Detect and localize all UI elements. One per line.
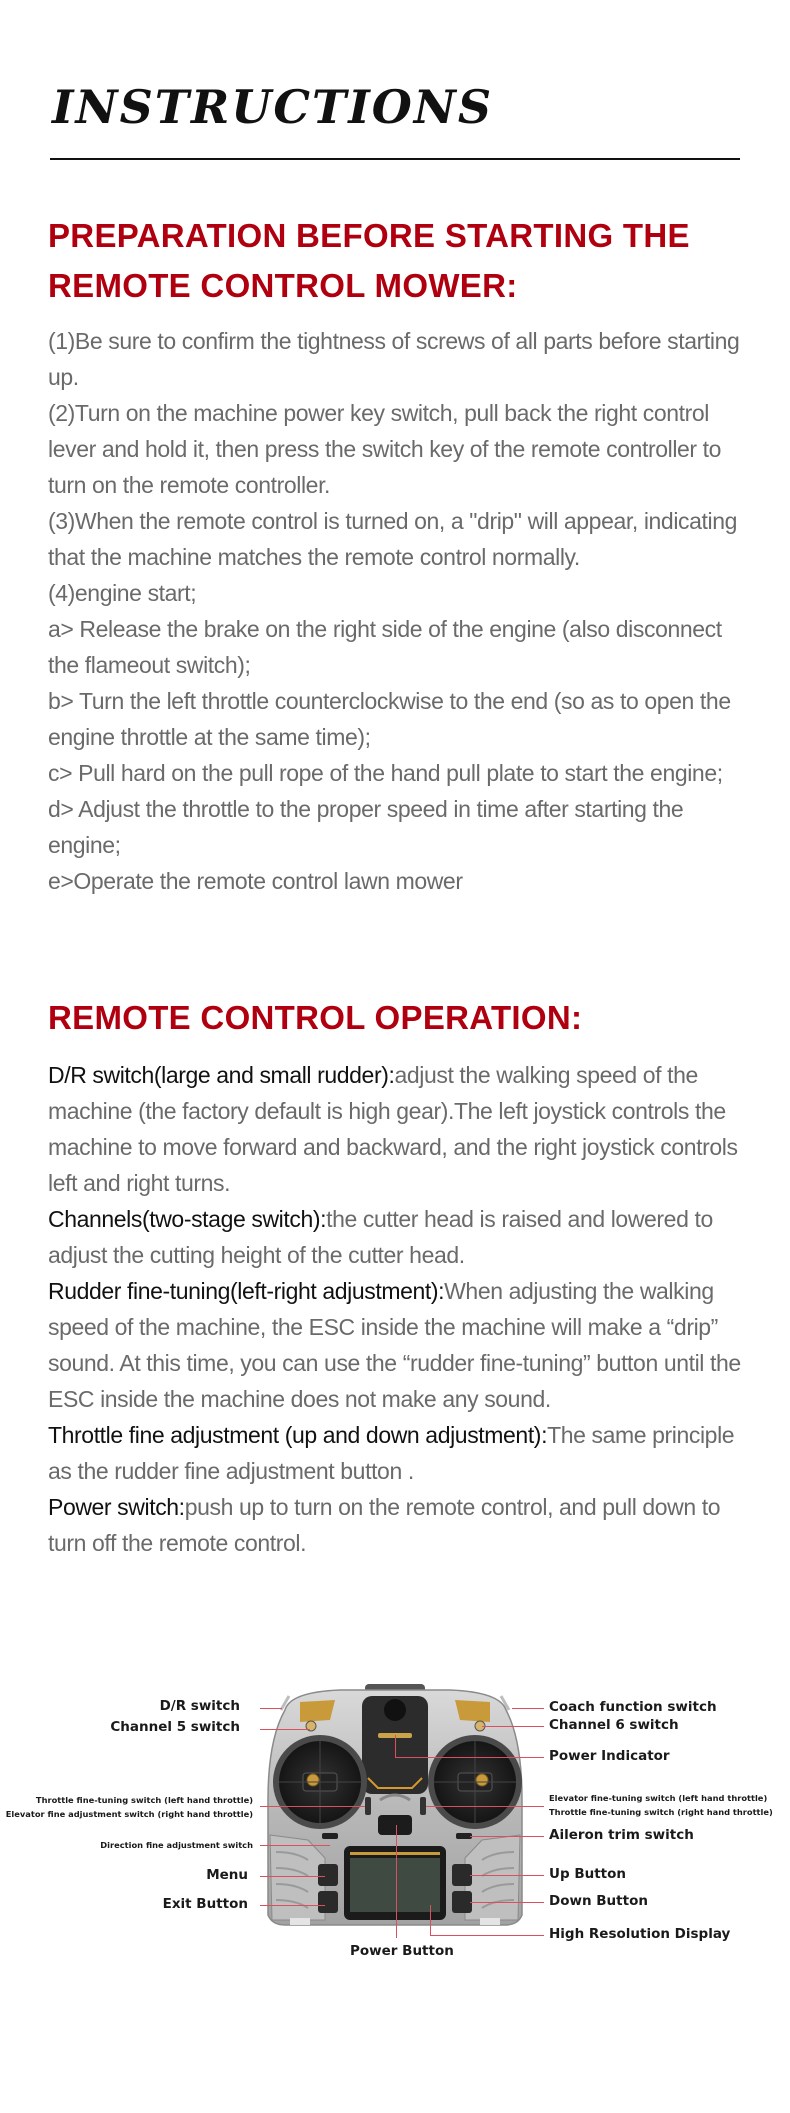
operation-heading: REMOTE CONTROL OPERATION: xyxy=(48,999,583,1036)
item-label: Power switch: xyxy=(48,1494,185,1520)
leader-line xyxy=(470,1902,544,1903)
step-4: (4)engine start; xyxy=(48,580,197,606)
step-4d: d> Adjust the throttle to the proper speed in time after starting the engine; xyxy=(48,796,684,858)
leader-line xyxy=(482,1726,544,1727)
preparation-steps xyxy=(48,323,748,899)
leader-line xyxy=(512,1708,544,1709)
operation-item-dr-switch xyxy=(48,1057,748,1201)
preparation-heading-line2: REMOTE CONTROL MOWER: xyxy=(48,267,518,304)
step-2: (2)Turn on the machine power key switch, pull back the right control lever and hold it, then press the switch key of the remote controller to turn on the remote controller. xyxy=(48,400,722,498)
leader-line xyxy=(426,1806,544,1807)
label-direction-fine-adjust: Direction fine adjustment switch xyxy=(100,1840,253,1850)
label-up-button: Up Button xyxy=(549,1866,627,1882)
operation-list xyxy=(48,1057,748,1561)
label-power-button: Power Button xyxy=(350,1943,454,1959)
label-aileron-trim-switch: Aileron trim switch xyxy=(549,1827,694,1843)
operation-item-throttle-fine xyxy=(48,1417,748,1489)
preparation-heading xyxy=(48,211,690,311)
label-high-resolution-display: High Resolution Display xyxy=(549,1926,731,1942)
remote-controller-diagram xyxy=(0,1660,790,1980)
item-text: push up to turn on the remote control, and pull down to turn off the remote control. xyxy=(48,1494,721,1556)
leader-line xyxy=(430,1905,431,1935)
operation-item-channels xyxy=(48,1201,748,1273)
leader-line xyxy=(260,1806,365,1807)
label-dr-switch: D/R switch xyxy=(159,1698,240,1714)
item-label: Rudder fine-tuning(left-right adjustment): xyxy=(48,1278,445,1304)
leader-line xyxy=(260,1905,325,1906)
leader-line xyxy=(260,1876,325,1877)
preparation-heading-line1: PREPARATION BEFORE STARTING THE xyxy=(48,217,690,254)
item-text: The same principle as the rudder fine adjustment button . xyxy=(48,1422,735,1484)
label-throttle-fine-tuning-right: Throttle fine-tuning switch (right hand throttle) xyxy=(549,1807,773,1817)
operation-item-rudder-fine-tuning xyxy=(48,1273,748,1417)
leader-line xyxy=(260,1708,282,1709)
step-4a: a> Release the brake on the right side of the engine (also disconnect the flameout switch); xyxy=(48,616,722,678)
title-divider xyxy=(50,158,740,160)
item-label: D/R switch(large and small rudder): xyxy=(48,1062,395,1088)
item-text: adjust the walking speed of the machine (the factory default is high gear).The left joystick controls the machine to move forward and backward, and the right joystick controls left and right turns. xyxy=(48,1062,738,1196)
label-exit-button: Exit Button xyxy=(162,1896,248,1912)
label-menu: Menu xyxy=(206,1867,248,1883)
leader-line xyxy=(396,1825,397,1938)
leader-line xyxy=(395,1757,544,1758)
leader-line xyxy=(430,1935,544,1936)
item-text: the cutter head is raised and lowered to adjust the cutting height of the cutter head. xyxy=(48,1206,713,1268)
item-label: Channels(two-stage switch): xyxy=(48,1206,327,1232)
leader-line xyxy=(470,1836,544,1837)
label-down-button: Down Button xyxy=(549,1893,648,1909)
step-3: (3)When the remote control is turned on, a "drip" will appear, indicating that the machine matches the remote control normally. xyxy=(48,508,738,570)
item-text: When adjusting the walking speed of the machine, the ESC inside the machine will make a “drip” sound. At this time, you can use the “rudder fine-tuning” button until the ESC inside the machine does not make any sound. xyxy=(48,1278,741,1412)
label-throttle-fine-tuning-left: Throttle fine-tuning switch (left hand throttle) xyxy=(35,1795,253,1805)
label-elevator-fine-adjust-right: Elevator fine adjustment switch (right hand throttle) xyxy=(5,1809,253,1819)
leader-line xyxy=(395,1735,396,1757)
label-power-indicator: Power Indicator xyxy=(549,1748,670,1764)
leader-line xyxy=(260,1729,310,1730)
operation-item-power-switch xyxy=(48,1489,748,1561)
step-1: (1)Be sure to confirm the tightness of screws of all parts before starting up. xyxy=(48,328,740,390)
step-4b: b> Turn the left throttle counterclockwise to the end (so as to open the engine throttle at the same time); xyxy=(48,688,731,750)
label-coach-function-switch: Coach function switch xyxy=(549,1699,717,1715)
item-label: Throttle fine adjustment (up and down adjustment): xyxy=(48,1422,548,1448)
leader-line xyxy=(260,1845,330,1846)
label-elevator-fine-tuning-left: Elevator fine-tuning switch (left hand throttle) xyxy=(549,1793,768,1803)
step-4e: e>Operate the remote control lawn mower xyxy=(48,868,463,894)
page-title: INSTRUCTIONS xyxy=(52,80,494,134)
leader-line xyxy=(470,1875,544,1876)
label-channel-6-switch: Channel 6 switch xyxy=(549,1717,679,1733)
label-channel-5-switch: Channel 5 switch xyxy=(110,1719,240,1735)
step-4c: c> Pull hard on the pull rope of the hand pull plate to start the engine; xyxy=(48,760,723,786)
